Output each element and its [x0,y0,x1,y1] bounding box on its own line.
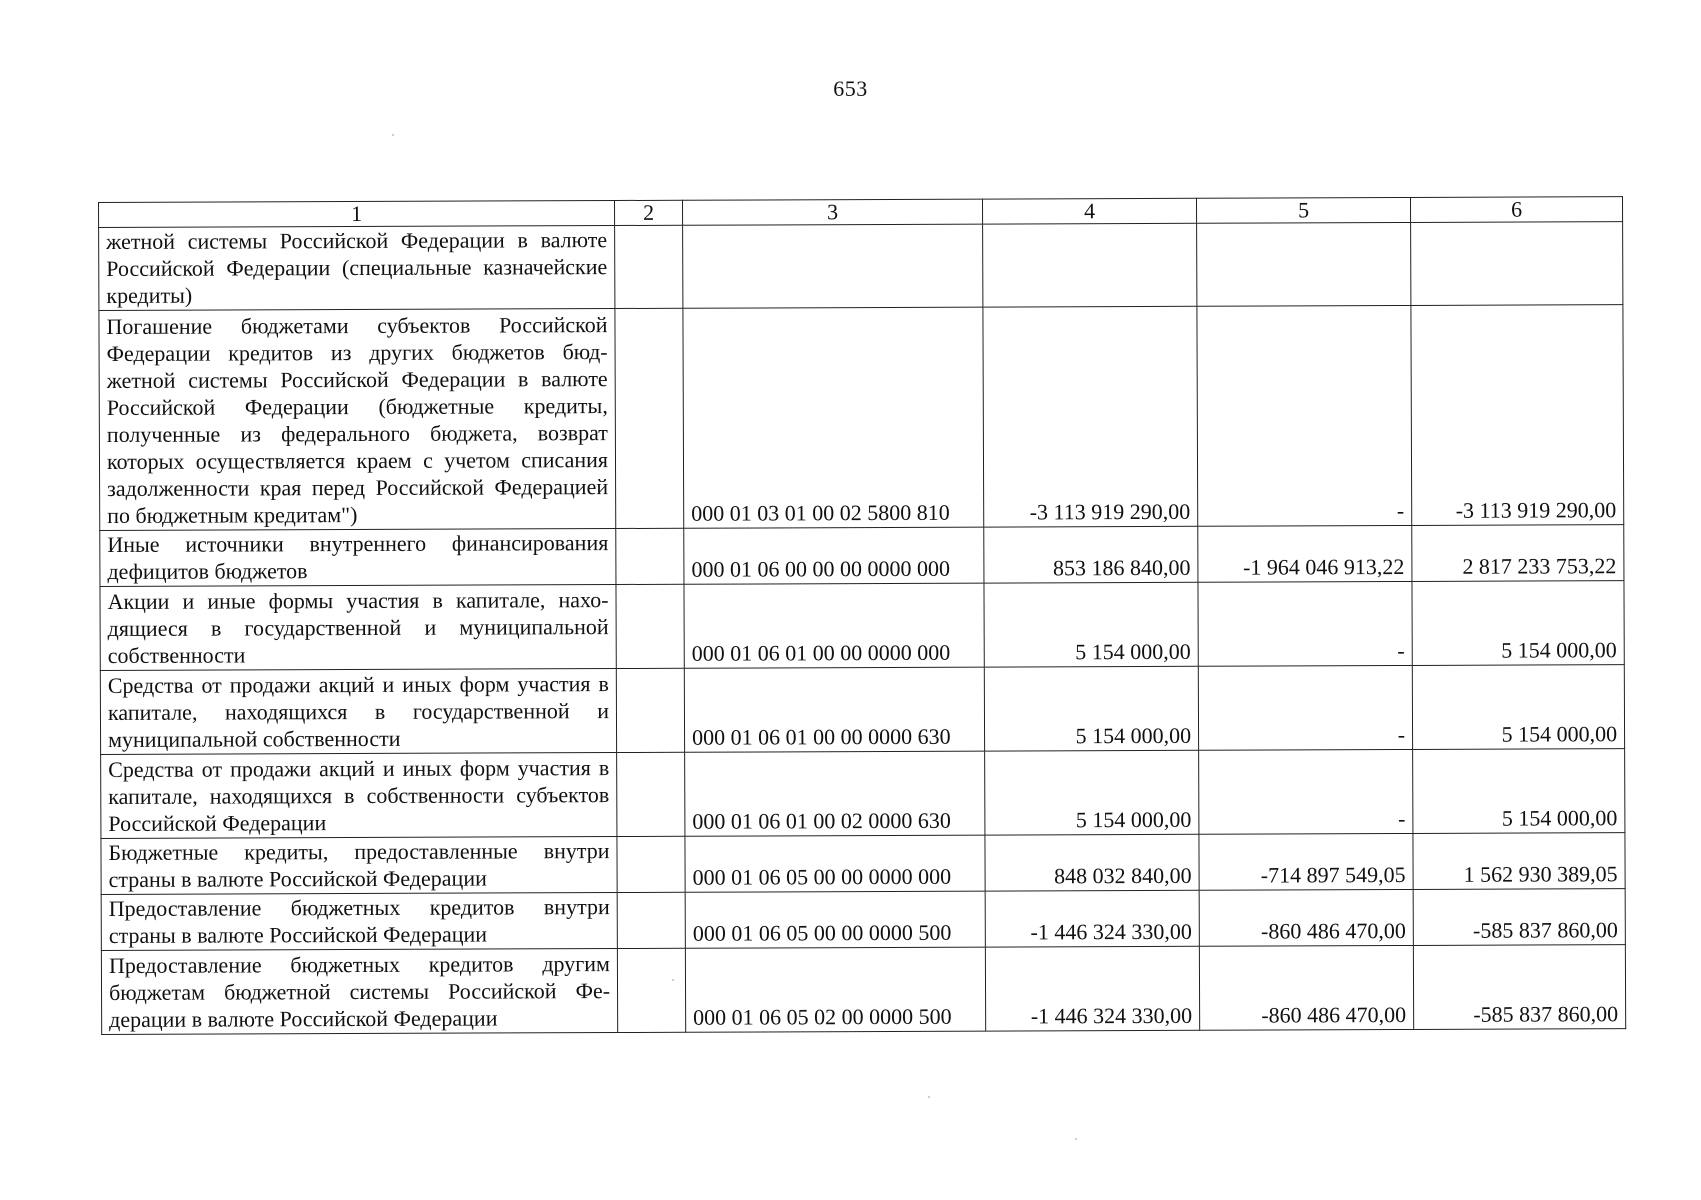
row-code [683,224,983,308]
table-row [100,581,1624,671]
row-value-col4: -3 113 919 290,00 [983,306,1198,527]
row-name: Предоставление бюджетных кредитов другим бюджетам бюджетной системы Российской Федерации в валюте Российской Федерации [101,949,617,1035]
row-value-col5: - [1198,665,1412,750]
row-value-col6 [1411,222,1623,306]
table-row [100,665,1624,755]
budget-sources-table [98,196,1626,1035]
row-value-col5: -860 486 470,00 [1199,889,1413,946]
row-col2 [616,668,684,752]
table-row [101,749,1625,839]
row-value-col4: 5 154 000,00 [984,666,1198,751]
row-col2 [617,892,685,948]
row-code: 000 01 06 05 00 00 0000 000 [685,835,985,892]
table-row [101,833,1625,895]
row-value-col6: -585 837 860,00 [1413,945,1625,1030]
row-col2 [615,308,684,528]
row-value-col4: 5 154 000,00 [984,582,1198,667]
table-row [101,889,1625,951]
row-value-col5: - [1197,305,1412,526]
row-value-col4: -1 446 324 330,00 [985,946,1199,1031]
column-header-1: 1 [99,201,615,228]
column-header-4: 4 [982,198,1196,224]
page-number: 653 [833,76,868,101]
scan-speck [1075,1138,1077,1140]
row-col2 [617,836,685,892]
row-code: 000 01 03 01 00 02 5800 810 [683,307,984,528]
table-row [101,945,1625,1035]
row-value-col4: 853 186 840,00 [984,526,1198,583]
row-col2 [616,584,684,668]
row-name: Предоставление бюджетных кредитов внутри страны в валюте Российской Федерации [101,893,617,951]
row-value-col6: 5 154 000,00 [1413,749,1625,834]
scan-speck [672,979,674,981]
row-name: жетной системы Российской Федерации в валюте Российской Федерации (специальные казначейские кредиты) [99,226,615,311]
row-value-col4: 848 032 840,00 [985,834,1199,891]
row-value-col6: -3 113 919 290,00 [1411,305,1624,526]
row-name: Средства от продажи акций и иных форм участия в капитале, находящихся в собственности субъектов Российской Федерации [101,753,617,839]
row-col2 [617,948,685,1032]
row-value-col6: 5 154 000,00 [1412,665,1624,750]
row-code: 000 01 06 00 00 00 0000 000 [684,527,984,584]
table-row [100,525,1624,587]
scan-speck [928,1096,930,1098]
row-value-col5: - [1198,581,1412,666]
row-name: Иные источники внутреннего финансирования дефицитов бюджетов [100,529,616,587]
column-header-5: 5 [1196,197,1410,223]
row-name: Акции и иные формы участия в капитале, находящиеся в государственной и муниципальной собственности [100,585,616,671]
row-value-col5: -860 486 470,00 [1199,945,1413,1030]
table-row [99,305,1624,531]
row-value-col4: 5 154 000,00 [985,750,1199,835]
row-value-col5: - [1199,749,1413,834]
row-value-col6: -585 837 860,00 [1413,889,1625,946]
row-value-col4: -1 446 324 330,00 [985,890,1199,947]
column-header-3: 3 [682,199,982,225]
row-value-col6: 1 562 930 389,05 [1413,833,1625,890]
row-code: 000 01 06 01 00 02 0000 630 [685,751,985,836]
row-value-col4 [983,223,1197,307]
row-code: 000 01 06 05 02 00 0000 500 [685,947,985,1032]
row-value-col5 [1197,222,1411,306]
row-name: Средства от продажи акций и иных форм участия в капитале, находящихся в государственной и муниципальной собственности [100,669,616,755]
row-col2 [615,225,683,308]
table-row [99,222,1623,311]
row-value-col6: 5 154 000,00 [1412,581,1624,666]
row-name: Бюджетные кредиты, предоставленные внутри страны в валюте Российской Федерации [101,837,617,895]
scan-speck [392,134,394,136]
row-col2 [617,752,685,836]
row-name: Погашение бюджетами субъектов Российской Федерации кредитов из других бюджетов бюджетной системы Российской Федерации в валюте Российской Федерации (бюджетные кредиты, полученные из федерального бюджета, возврат которых осуществляется краем с учетом списания задолженности края перед Российской Федерацией по бюджетным кредитам") [99,309,616,531]
row-code: 000 01 06 05 00 00 0000 500 [685,891,985,948]
row-col2 [616,528,684,584]
row-code: 000 01 06 01 00 00 0000 630 [684,667,984,752]
row-value-col5: -714 897 549,05 [1199,833,1413,890]
row-value-col6: 2 817 233 753,22 [1412,525,1624,582]
row-code: 000 01 06 01 00 00 0000 000 [684,583,984,668]
column-header-2: 2 [614,200,682,225]
column-header-6: 6 [1410,197,1622,223]
row-value-col5: -1 964 046 913,22 [1198,525,1412,582]
